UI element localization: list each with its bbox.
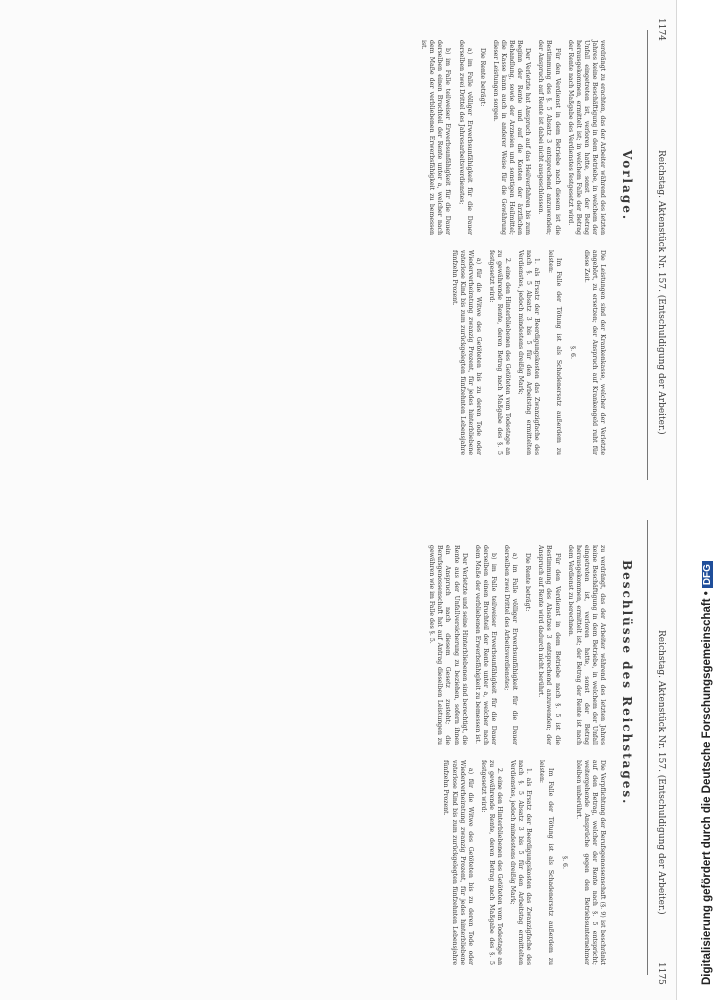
credit-text: Digitalisierung gefördert durch die Deutsche Forschungsgemeinschaft •: [701, 591, 713, 985]
paragraph: a) für die Witwe des Getöteten bis zu deren Tode oder Wiederverheiratung zwanzig Prozent, für jedes hinterbliebene vaterlose Kind bis zum zurückgelegten fünfzehnten Lebensjahre fünfzehn Prozent.: [442, 760, 474, 965]
paragraph: Die Verpflichtung der Berufsgenossenschaft (§. 9) ist beschränkt auf den Betrag, welcher der Rente nach §. 5 entspricht; weitergehende Ansprüche gegen den Betriebsunternehmer bleiben unberührt.: [574, 760, 606, 965]
paragraph: Im Falle der Tötung ist als Schadenersatz außerdem zu leisten:: [538, 760, 554, 965]
paragraph: Für den Verdienst in dem Betriebe nach §. 5 ist die Bestimmung des Absatzes 3 entsprechend anzuwenden; der Anspruch auf Rente wird dadurch nicht berührt.: [537, 545, 561, 745]
paragraph: verdrängt zu erachten, das der Arbeiter während des letzten Jahres keine Beschäftigung in dem Betriebe, in welchem der Unfall eingetreten ist, verloren hatte, sonst der Betrag herausgekommen, ermittelt ist; in welchem Falle der Betrag der Rente nach Maßgabe des Verdienstes festgesetzt wird.: [566, 40, 606, 235]
section-marker: §. 6.: [568, 346, 576, 359]
paragraph: a) für die Witwe des Getöteten bis zu deren Tode oder Wiederverheiratung zwanzig Prozent, für jedes hinterbliebene vaterlose Kind bis zum zurückgelegten fünfzehnten Lebensjahre fünfzehn Prozent.: [450, 250, 482, 455]
right-page-header: [646, 500, 668, 1000]
paragraph: Die Rente beträgt:: [478, 48, 486, 107]
right-page-number: 1175: [656, 962, 666, 985]
left-column-1: [420, 40, 606, 235]
paragraph: 1. als Ersatz der Beerdigungskosten das Zwanzigfache des nach §. 5 Absatz 3 bis 5 für den Arbeitstag ermittelten Verdienstes, jedoch mindestens dreißig Mark;: [509, 760, 533, 965]
section-marker: §. 6.: [560, 856, 568, 869]
paragraph: Für den Verdienst in dem Betriebe nach diesem ist die Bestimmung des §. 5 Absatz 3 entsprechend anzuwenden; der Anspruch auf Rente ist dabei nicht ausgeschlossen.: [537, 40, 561, 235]
paragraph: 1. als Ersatz der Beerdigungskosten das Zwanzigfache des nach §. 5 Absatz 3 bis 5 für den Arbeitstag ermittelten Verdienstes, jedoch mindestens dreißig Mark;: [517, 250, 541, 455]
digitization-credit-strip: [676, 0, 713, 1000]
dfg-logo: DFG: [702, 561, 713, 588]
left-page-number: 1174: [656, 18, 666, 41]
paragraph: 2. eine den Hinterbliebenen des Getöteten vom Todestage an zu gewährende Rente, deren Betrag nach Maßgabe des §. 5 festgesetzt wird:: [487, 250, 512, 455]
left-column-2: [316, 250, 606, 455]
paragraph: Der Verletzte und seine Hinterbliebenen sind berechtigt, die Rente aus der Unfallversicherung zu beziehen, sofern ihnen ein Anspruch nach diesem Gesetz zusteht; die Berufsgenossenschaft hat auf Antrag dieselben Leistungen zu gewähren wie im Falle des §. 5.: [428, 545, 468, 745]
paragraph: a) im Falle völliger Erwerbsunfähigkeit für die Dauer derselben zwei Drittel des Arbeitsverdienstes;: [503, 545, 519, 745]
right-header-rule: [647, 520, 648, 975]
left-page-header: [646, 0, 668, 500]
left-page-header-text: Reichstag. Aktenstück Nr. 157. (Entschuldigung der Arbeiter.): [656, 150, 666, 435]
right-page-title: Beschlüsse des Reichstages.: [620, 560, 634, 806]
paragraph: b) im Falle teilweiser Erwerbsunfähigkeit für die Dauer derselben einen Bruchteil der Rente unter a, welcher nach dem Maße der verbliebenen Erwerbsfähigkeit zu bemessen ist.: [473, 545, 497, 745]
paragraph: Die Rente beträgt:: [524, 553, 532, 612]
right-column-1: [236, 545, 606, 745]
right-column-2: [236, 760, 606, 965]
left-page-title: Vorlage.: [620, 150, 634, 222]
paragraph: a) im Falle völliger Erwerbsunfähigkeit für die Dauer derselben zwei Drittel des Jahresarbeitsverdienstes;: [457, 40, 473, 235]
paragraph: Die Leistungen sind der Krankenkasse, welcher der Verletzte angehört, zu ersetzen; der Anspruch auf Krankengeld ruht für diese Zeit.: [582, 250, 606, 455]
left-header-rule: [647, 30, 648, 480]
paragraph: b) im Falle teilweiser Erwerbsunfähigkeit für die Dauer derselben einen Bruchteil der Rente unter a, welcher nach dem Maße der verbliebenen Erwerbsfähigkeit zu bemessen ist.: [420, 40, 452, 235]
paragraph: Im Falle der Tötung ist als Schadenersatz außerdem zu leisten:: [546, 250, 562, 455]
paragraph: zu verdrängt, das der Arbeiter während des letzten Jahres keine Beschäftigung in dem Betriebe, in welchem der Unfall eingetreten ist, verloren hatte, sonst der Betrag herausgekommen, ermittelt ist; der Betrag der Rente ist nach dem Verdienst zu berechnen.: [566, 545, 606, 745]
paragraph: 2. eine den Hinterbliebenen des Getöteten vom Todestage an zu gewährende Rente, deren Betrag nach Maßgabe des §. 5 festgesetzt wird:: [479, 760, 504, 965]
right-page-header-text: Reichstag. Aktenstück Nr. 157. (Entschuldigung der Arbeiter.): [656, 630, 666, 915]
digitization-credit: [701, 561, 713, 985]
paragraph: Der Verletzte hat Anspruch auf das Heilverfahren bis zum Beginn der Rente und auf die Kosten der ärztlichen Behandlung, sowie der Arzneien und sonstigen Heilmittel; die Kasse kann auch in anderer Weise für die Gewährung dieser Leistungen sorgen.: [491, 40, 532, 235]
